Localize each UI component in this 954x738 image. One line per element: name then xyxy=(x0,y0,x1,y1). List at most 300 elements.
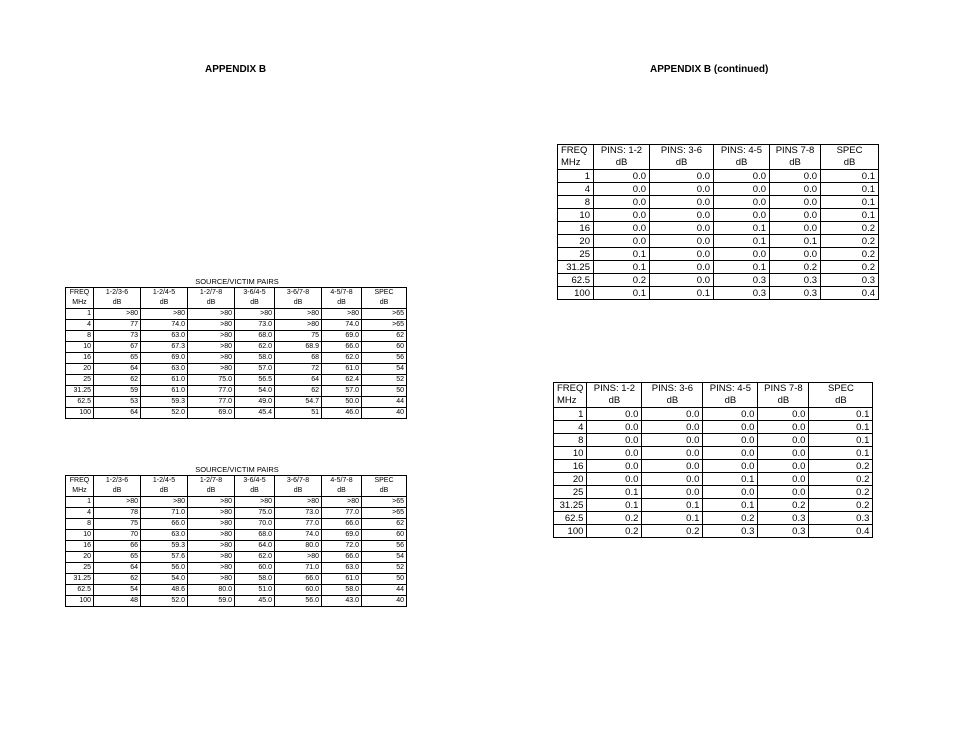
value-cell: 0.1 xyxy=(714,222,770,235)
freq-cell: 1 xyxy=(66,497,94,508)
freq-cell: 4 xyxy=(554,421,587,434)
right-page-heading: APPENDIX B (continued) xyxy=(650,64,769,75)
column-unit: dB xyxy=(337,487,346,494)
column-name: FREQ xyxy=(69,289,90,296)
value-cell: 0.1 xyxy=(594,261,650,274)
value-cell: 0.0 xyxy=(642,447,703,460)
table-row xyxy=(554,486,873,499)
value-cell: 69.0 xyxy=(322,530,362,541)
column-name: 1-2/7-8 xyxy=(199,477,223,484)
value-cell: >80 xyxy=(188,320,235,331)
value-cell: 0.0 xyxy=(703,434,758,447)
table-row xyxy=(558,222,879,235)
header-row xyxy=(66,288,407,309)
table-row xyxy=(66,408,407,419)
value-cell: 77.0 xyxy=(188,397,235,408)
value-cell: 0.0 xyxy=(650,196,714,209)
table-row xyxy=(66,397,407,408)
column-header xyxy=(94,288,141,309)
value-cell: 62.4 xyxy=(322,375,362,386)
column-name: 1-2/7-8 xyxy=(199,289,223,296)
value-cell: 0.0 xyxy=(703,486,758,499)
table-row xyxy=(66,497,407,508)
column-header xyxy=(821,145,879,170)
column-unit: MHz xyxy=(72,487,87,494)
value-cell: 0.0 xyxy=(703,460,758,473)
table-row xyxy=(558,170,879,183)
value-cell: 64 xyxy=(94,408,141,419)
value-cell: 0.0 xyxy=(587,460,642,473)
value-cell: >80 xyxy=(188,497,235,508)
value-cell: 0.0 xyxy=(714,170,770,183)
value-cell: 54.0 xyxy=(141,574,188,585)
value-cell: >80 xyxy=(275,497,322,508)
freq-cell: 16 xyxy=(66,541,94,552)
value-cell: 0.0 xyxy=(594,170,650,183)
freq-cell: 4 xyxy=(66,508,94,519)
value-cell: 73 xyxy=(94,331,141,342)
freq-cell: 10 xyxy=(66,530,94,541)
column-header xyxy=(642,383,703,408)
value-cell: 0.1 xyxy=(587,499,642,512)
freq-cell: 20 xyxy=(558,235,594,248)
value-cell: >80 xyxy=(322,497,362,508)
value-cell: 0.3 xyxy=(758,525,809,538)
value-cell: 0.0 xyxy=(650,222,714,235)
table-row xyxy=(66,574,407,585)
value-cell: 0.1 xyxy=(821,209,879,222)
value-cell: 52.0 xyxy=(141,408,188,419)
value-cell: 62 xyxy=(362,331,407,342)
value-cell: 52.0 xyxy=(141,596,188,607)
freq-cell: 20 xyxy=(554,473,587,486)
value-cell: 0.2 xyxy=(821,248,879,261)
value-cell: 72 xyxy=(275,364,322,375)
value-cell: 46.0 xyxy=(322,408,362,419)
column-unit: dB xyxy=(337,299,346,306)
value-cell: 67 xyxy=(94,342,141,353)
table-row xyxy=(554,499,873,512)
value-cell: 74.0 xyxy=(322,320,362,331)
freq-cell: 10 xyxy=(558,209,594,222)
freq-cell: 4 xyxy=(558,183,594,196)
value-cell: 71.0 xyxy=(141,508,188,519)
value-cell: 59.0 xyxy=(188,596,235,607)
freq-cell: 10 xyxy=(66,342,94,353)
column-unit: dB xyxy=(735,157,748,168)
freq-cell: 16 xyxy=(66,353,94,364)
value-cell: 0.2 xyxy=(821,261,879,274)
value-cell: 60 xyxy=(362,530,407,541)
value-cell: 0.2 xyxy=(809,460,873,473)
value-cell: 0.0 xyxy=(650,170,714,183)
column-unit: dB xyxy=(206,299,216,306)
value-cell: 0.0 xyxy=(758,421,809,434)
column-unit: dB xyxy=(789,157,801,168)
value-cell: 0.1 xyxy=(770,235,821,248)
value-cell: 58.0 xyxy=(322,585,362,596)
value-cell: 0.2 xyxy=(770,261,821,274)
column-header xyxy=(322,476,362,497)
table-row xyxy=(554,447,873,460)
freq-cell: 16 xyxy=(554,460,587,473)
value-cell: 63.0 xyxy=(322,563,362,574)
value-cell: 71.0 xyxy=(275,563,322,574)
table-row xyxy=(66,320,407,331)
freq-cell: 62.5 xyxy=(554,512,587,525)
value-cell: 45.0 xyxy=(235,596,275,607)
value-cell: 0.0 xyxy=(714,196,770,209)
value-cell: 69.0 xyxy=(188,408,235,419)
value-cell: 52 xyxy=(362,375,407,386)
value-cell: 59.3 xyxy=(141,541,188,552)
freq-cell: 62.5 xyxy=(558,274,594,287)
table-row xyxy=(558,183,879,196)
value-cell: >65 xyxy=(362,320,407,331)
column-name: PINS: 4-5 xyxy=(709,383,751,394)
value-cell: 68.0 xyxy=(235,530,275,541)
value-cell: 75 xyxy=(275,331,322,342)
value-cell: 0.0 xyxy=(587,434,642,447)
value-cell: 61.0 xyxy=(322,364,362,375)
column-header xyxy=(188,476,235,497)
table-row xyxy=(554,434,873,447)
value-cell: 0.2 xyxy=(821,235,879,248)
value-cell: 0.0 xyxy=(758,434,809,447)
value-cell: 0.3 xyxy=(758,512,809,525)
column-header xyxy=(235,476,275,497)
column-header xyxy=(66,476,94,497)
column-unit: MHz xyxy=(72,299,87,306)
freq-cell: 10 xyxy=(554,447,587,460)
column-header xyxy=(362,476,407,497)
column-name: 3-6/7-8 xyxy=(286,289,310,296)
column-unit: dB xyxy=(675,157,688,168)
value-cell: 0.0 xyxy=(714,209,770,222)
freq-cell: 16 xyxy=(558,222,594,235)
value-cell: 63.0 xyxy=(141,331,188,342)
value-cell: 73.0 xyxy=(275,508,322,519)
value-cell: 67.3 xyxy=(141,342,188,353)
column-name: 3-6/7-8 xyxy=(286,477,310,484)
value-cell: 54 xyxy=(94,585,141,596)
value-cell: 56.0 xyxy=(275,596,322,607)
value-cell: 0.0 xyxy=(594,235,650,248)
column-header xyxy=(554,383,587,408)
freq-cell: 100 xyxy=(66,596,94,607)
table-row xyxy=(558,235,879,248)
value-cell: 0.1 xyxy=(821,183,879,196)
column-header xyxy=(594,145,650,170)
value-cell: 0.0 xyxy=(642,460,703,473)
column-header xyxy=(650,145,714,170)
value-cell: 58.0 xyxy=(235,353,275,364)
value-cell: 63.0 xyxy=(141,530,188,541)
value-cell: 54 xyxy=(362,364,407,375)
value-cell: >80 xyxy=(188,519,235,530)
value-cell: 58.0 xyxy=(235,574,275,585)
value-cell: >80 xyxy=(275,320,322,331)
column-name: PINS: 4-5 xyxy=(720,145,763,156)
column-name: PINS: 1-2 xyxy=(600,145,643,156)
column-unit: dB xyxy=(724,395,737,406)
value-cell: 66 xyxy=(94,541,141,552)
value-cell: 61.0 xyxy=(141,375,188,386)
value-cell: 0.4 xyxy=(809,525,873,538)
column-unit: dB xyxy=(206,487,216,494)
value-cell: 0.2 xyxy=(587,525,642,538)
table-row xyxy=(66,541,407,552)
column-name: 1-2/4-5 xyxy=(152,289,176,296)
value-cell: 0.2 xyxy=(821,222,879,235)
value-cell: 0.3 xyxy=(809,512,873,525)
value-cell: 62.0 xyxy=(235,342,275,353)
value-cell: >80 xyxy=(275,309,322,320)
freq-cell: 20 xyxy=(66,552,94,563)
value-cell: 62.0 xyxy=(322,353,362,364)
column-name: SPEC xyxy=(836,145,863,156)
column-name: FREQ xyxy=(69,477,90,484)
table-row xyxy=(554,525,873,538)
value-cell: >80 xyxy=(141,497,188,508)
value-cell: 0.3 xyxy=(714,287,770,300)
column-unit: dB xyxy=(250,487,259,494)
value-cell: 77.0 xyxy=(188,386,235,397)
column-header xyxy=(322,288,362,309)
value-cell: 0.1 xyxy=(594,287,650,300)
value-cell: >80 xyxy=(188,541,235,552)
column-header xyxy=(235,288,275,309)
value-cell: 61.0 xyxy=(322,574,362,585)
value-cell: >80 xyxy=(188,353,235,364)
column-name: PINS: 1-2 xyxy=(593,383,635,394)
value-cell: 43.0 xyxy=(322,596,362,607)
value-cell: 54.7 xyxy=(275,397,322,408)
value-cell: 64 xyxy=(94,364,141,375)
value-cell: 77 xyxy=(94,320,141,331)
column-unit: dB xyxy=(843,157,856,168)
freq-cell: 25 xyxy=(554,486,587,499)
column-name: 1-2/3-6 xyxy=(105,477,129,484)
freq-cell: 62.5 xyxy=(66,397,94,408)
value-cell: 77.0 xyxy=(275,519,322,530)
value-cell: >65 xyxy=(362,497,407,508)
value-cell: 40 xyxy=(362,408,407,419)
value-cell: 56.5 xyxy=(235,375,275,386)
value-cell: 0.1 xyxy=(714,261,770,274)
value-cell: 66.0 xyxy=(322,519,362,530)
freq-cell: 1 xyxy=(66,309,94,320)
value-cell: 63.0 xyxy=(141,364,188,375)
value-cell: >80 xyxy=(188,508,235,519)
value-cell: 65 xyxy=(94,552,141,563)
value-cell: 0.2 xyxy=(594,274,650,287)
table-row xyxy=(66,353,407,364)
column-name: 1-2/3-6 xyxy=(105,289,129,296)
freq-cell: 100 xyxy=(66,408,94,419)
column-unit: MHz xyxy=(561,157,581,168)
value-cell: 50 xyxy=(362,386,407,397)
table-row xyxy=(558,287,879,300)
value-cell: 74.0 xyxy=(275,530,322,541)
column-name: FREQ xyxy=(557,383,584,394)
column-unit: dB xyxy=(250,299,259,306)
table-row xyxy=(66,585,407,596)
value-cell: 0.1 xyxy=(809,434,873,447)
table-row xyxy=(66,596,407,607)
value-cell: >80 xyxy=(188,574,235,585)
value-cell: 59.3 xyxy=(141,397,188,408)
table-row xyxy=(554,408,873,421)
value-cell: 0.1 xyxy=(642,499,703,512)
table-row xyxy=(554,473,873,486)
value-cell: 0.0 xyxy=(703,447,758,460)
value-cell: >80 xyxy=(94,309,141,320)
column-name: 3-6/4-5 xyxy=(243,477,266,484)
value-cell: 0.3 xyxy=(703,525,758,538)
value-cell: 56 xyxy=(362,541,407,552)
value-cell: >80 xyxy=(275,552,322,563)
table-row xyxy=(66,563,407,574)
column-name: SPEC xyxy=(374,477,394,484)
value-cell: 0.1 xyxy=(809,408,873,421)
column-unit: dB xyxy=(379,299,389,306)
value-cell: 77.0 xyxy=(322,508,362,519)
value-cell: 0.0 xyxy=(714,183,770,196)
column-unit: dB xyxy=(112,487,122,494)
column-header xyxy=(188,288,235,309)
left-page-heading: APPENDIX B xyxy=(205,64,267,75)
value-cell: 70.0 xyxy=(235,519,275,530)
value-cell: 62 xyxy=(94,375,141,386)
column-header xyxy=(714,145,770,170)
value-cell: 0.1 xyxy=(714,235,770,248)
value-cell: 0.3 xyxy=(821,274,879,287)
value-cell: 0.1 xyxy=(703,499,758,512)
value-cell: 0.0 xyxy=(770,248,821,261)
column-name: SPEC xyxy=(374,289,394,296)
value-cell: 0.0 xyxy=(758,473,809,486)
table-row xyxy=(66,508,407,519)
value-cell: 61.0 xyxy=(141,386,188,397)
value-cell: 0.2 xyxy=(703,512,758,525)
table-row xyxy=(558,209,879,222)
column-name: 4-5/7-8 xyxy=(330,289,353,296)
value-cell: >80 xyxy=(188,364,235,375)
freq-cell: 100 xyxy=(558,287,594,300)
value-cell: 80.0 xyxy=(188,585,235,596)
freq-cell: 31.25 xyxy=(554,499,587,512)
freq-cell: 31.25 xyxy=(66,386,94,397)
value-cell: 0.0 xyxy=(594,209,650,222)
column-name: SPEC xyxy=(827,383,854,394)
column-header xyxy=(558,145,594,170)
column-unit: dB xyxy=(608,395,621,406)
column-unit: dB xyxy=(293,299,303,306)
column-header xyxy=(703,383,758,408)
freq-cell: 1 xyxy=(558,170,594,183)
value-cell: 50 xyxy=(362,574,407,585)
value-cell: >65 xyxy=(362,309,407,320)
column-unit: dB xyxy=(835,395,847,406)
value-cell: 70 xyxy=(94,530,141,541)
value-cell: 68.9 xyxy=(275,342,322,353)
column-header xyxy=(758,383,809,408)
column-name: PINS: 3-6 xyxy=(651,383,693,394)
value-cell: 75.0 xyxy=(188,375,235,386)
column-header xyxy=(587,383,642,408)
table-row xyxy=(66,375,407,386)
value-cell: 0.1 xyxy=(809,447,873,460)
value-cell: 0.0 xyxy=(642,408,703,421)
value-cell: 75 xyxy=(94,519,141,530)
column-header xyxy=(141,288,188,309)
value-cell: 0.1 xyxy=(821,170,879,183)
value-cell: 0.2 xyxy=(809,473,873,486)
value-cell: 64.0 xyxy=(235,541,275,552)
table-row xyxy=(554,460,873,473)
value-cell: 0.0 xyxy=(642,486,703,499)
value-cell: >80 xyxy=(188,342,235,353)
value-cell: 0.0 xyxy=(650,248,714,261)
column-name: PINS: 3-6 xyxy=(660,145,703,156)
table-row xyxy=(66,364,407,375)
freq-cell: 4 xyxy=(66,320,94,331)
table1-caption: SOURCE/VICTIM PAIRS xyxy=(195,277,279,286)
value-cell: 74.0 xyxy=(141,320,188,331)
value-cell: 0.0 xyxy=(758,460,809,473)
value-cell: 0.1 xyxy=(594,248,650,261)
value-cell: >80 xyxy=(188,530,235,541)
column-header xyxy=(66,288,94,309)
value-cell: 0.2 xyxy=(758,499,809,512)
header-row xyxy=(554,383,873,408)
value-cell: 64 xyxy=(275,375,322,386)
freq-cell: 31.25 xyxy=(558,261,594,274)
value-cell: 0.0 xyxy=(770,183,821,196)
value-cell: 64 xyxy=(94,563,141,574)
value-cell: 0.0 xyxy=(650,261,714,274)
value-cell: 57.0 xyxy=(235,364,275,375)
freq-cell: 8 xyxy=(554,434,587,447)
column-unit: MHz xyxy=(557,395,577,406)
value-cell: 48 xyxy=(94,596,141,607)
value-cell: 54.0 xyxy=(235,386,275,397)
freq-cell: 1 xyxy=(554,408,587,421)
table-row xyxy=(66,342,407,353)
value-cell: 0.0 xyxy=(650,235,714,248)
freq-cell: 31.25 xyxy=(66,574,94,585)
value-cell: 75.0 xyxy=(235,508,275,519)
value-cell: 0.2 xyxy=(809,486,873,499)
value-cell: 54 xyxy=(362,552,407,563)
column-unit: dB xyxy=(379,487,389,494)
value-cell: 0.0 xyxy=(770,170,821,183)
value-cell: 52 xyxy=(362,563,407,574)
value-cell: 51.0 xyxy=(235,585,275,596)
value-cell: 0.3 xyxy=(770,274,821,287)
value-cell: >80 xyxy=(94,497,141,508)
value-cell: 0.0 xyxy=(758,486,809,499)
value-cell: 0.1 xyxy=(642,512,703,525)
value-cell: 0.1 xyxy=(650,287,714,300)
value-cell: 45.4 xyxy=(235,408,275,419)
table-row xyxy=(554,421,873,434)
column-header xyxy=(809,383,873,408)
value-cell: 0.3 xyxy=(770,287,821,300)
value-cell: 73.0 xyxy=(235,320,275,331)
column-unit: dB xyxy=(666,395,679,406)
